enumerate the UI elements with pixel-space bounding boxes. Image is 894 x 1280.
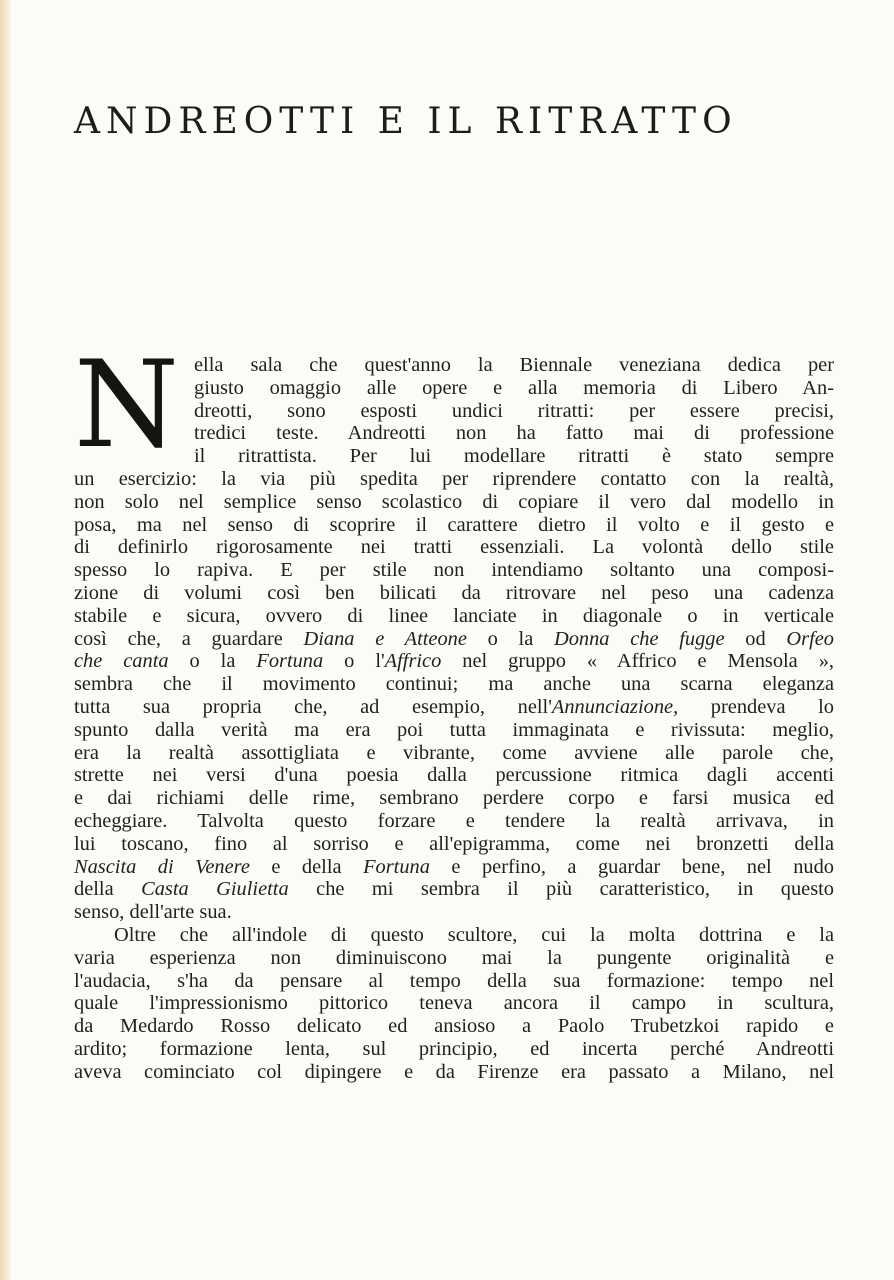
text-line: strette nei versi d'una poesia dalla percussione ritmica dagli accenti	[74, 764, 834, 787]
text-line: spesso lo rapiva. E per stile non intendiamo soltanto una composi-	[74, 559, 834, 582]
text-line: ardito; formazione lenta, sul principio, ed incerta perché Andreotti	[74, 1037, 834, 1060]
text-line: echeggiare. Talvolta questo forzare e tendere la realtà arrivava, in	[74, 809, 834, 832]
text-run: o la	[466, 627, 554, 650]
text-line: aveva cominciato col dipingere e da Firenze era passato a Milano, nel	[74, 1060, 834, 1083]
text-line: zione di volumi così ben bilicati da ritrovare nel peso una cadenza	[74, 581, 834, 604]
text-line	[74, 628, 834, 651]
text-run: tutta sua propria che, ad esempio, nell'	[74, 695, 552, 718]
text-run: o l'	[323, 650, 385, 673]
text-line: e dai richiami delle rime, sembrano perdere corpo e farsi musica ed	[74, 787, 834, 810]
artwork-title: Fortuna	[363, 855, 430, 878]
text-line: giusto omaggio alle opere e alla memoria di Libero An-	[194, 376, 834, 399]
text-line: ella sala che quest'anno la Biennale veneziana dedica per	[194, 354, 834, 376]
drop-cap: N	[74, 336, 179, 475]
artwork-title: Fortuna	[256, 650, 324, 673]
text-line	[74, 696, 834, 719]
text-line	[74, 856, 834, 879]
text-line: il ritrattista. Per lui modellare ritratti è stato sempre	[194, 445, 834, 468]
text-run: od	[724, 627, 787, 650]
text-run: così che, a guardare	[74, 627, 304, 650]
text-line: tredici teste. Andreotti non ha fatto mai di professione	[194, 422, 834, 445]
text-line: Oltre che all'indole di questo scultore, cui la molta dottrina e la	[114, 923, 834, 946]
text-line: un esercizio: la via più spedita per riprendere contatto con la realtà,	[74, 467, 834, 490]
text-line: da Medardo Rosso delicato ed ansioso a Paolo Trubetzkoi rapido e	[74, 1015, 834, 1038]
artwork-title: Nascita di Venere	[74, 855, 250, 878]
text-line: stabile e sicura, ovvero di linee lanciate in diagonale o in verticale	[74, 604, 834, 627]
text-run: prendeva lo	[678, 695, 834, 718]
text-line: posa, ma nel senso di scoprire il carattere dietro il volto e il gesto e	[74, 513, 834, 536]
text-line: varia esperienza non diminuiscono mai la pungente originalità e	[74, 946, 834, 969]
text-line: non solo nel semplice senso scolastico di copiare il vero dal modello in	[74, 490, 834, 513]
text-line: quale l'impressionismo pittorico teneva ancora il campo in scultura,	[74, 992, 834, 1015]
text-line: di definirlo rigorosamente nei tratti essenziali. La volontà dello stile	[74, 536, 834, 559]
text-run: o la	[168, 650, 257, 673]
artwork-title: Orfeo	[786, 627, 834, 650]
chapter-title: ANDREOTTI E IL RITRATTO	[74, 101, 738, 142]
artwork-title: Casta Giulietta	[141, 878, 289, 901]
text-line: dreotti, sono esposti undici ritratti: per essere precisi,	[194, 399, 834, 422]
page-edge-shadow	[0, 0, 12, 1280]
text-line	[74, 878, 834, 901]
text-run: della	[74, 878, 142, 901]
text-line: lui toscano, fino al sorriso e all'epigramma, come nei bronzetti della	[74, 832, 834, 855]
text-line: l'audacia, s'ha da pensare al tempo della sua formazione: tempo nel	[74, 969, 834, 992]
text-run: e perfino, a guardar bene, nel nudo	[429, 855, 834, 878]
text-line: spunto dalla verità ma era poi tutta immaginata e rivissuta: meglio,	[74, 718, 834, 741]
artwork-title: Affrico	[384, 650, 442, 673]
text-run: che mi sembra il più caratteristico, in questo	[288, 878, 835, 901]
artwork-title: che canta	[74, 650, 169, 673]
artwork-title: Donna che fugge	[554, 627, 725, 650]
article-body	[74, 336, 835, 1084]
artwork-title: Diana e Atteone	[303, 627, 467, 650]
text-run: nel gruppo « Affrico e Mensola »,	[441, 650, 834, 673]
text-line: sembra che il movimento continui; ma anche una scarna eleganza	[74, 673, 834, 696]
text-line	[74, 650, 834, 673]
text-run: e della	[249, 855, 364, 878]
artwork-title: Annunciazione,	[551, 695, 679, 718]
text-line: senso, dell'arte sua.	[74, 901, 232, 924]
text-line: era la realtà assottigliata e vibrante, come avviene alle parole che,	[74, 741, 834, 764]
